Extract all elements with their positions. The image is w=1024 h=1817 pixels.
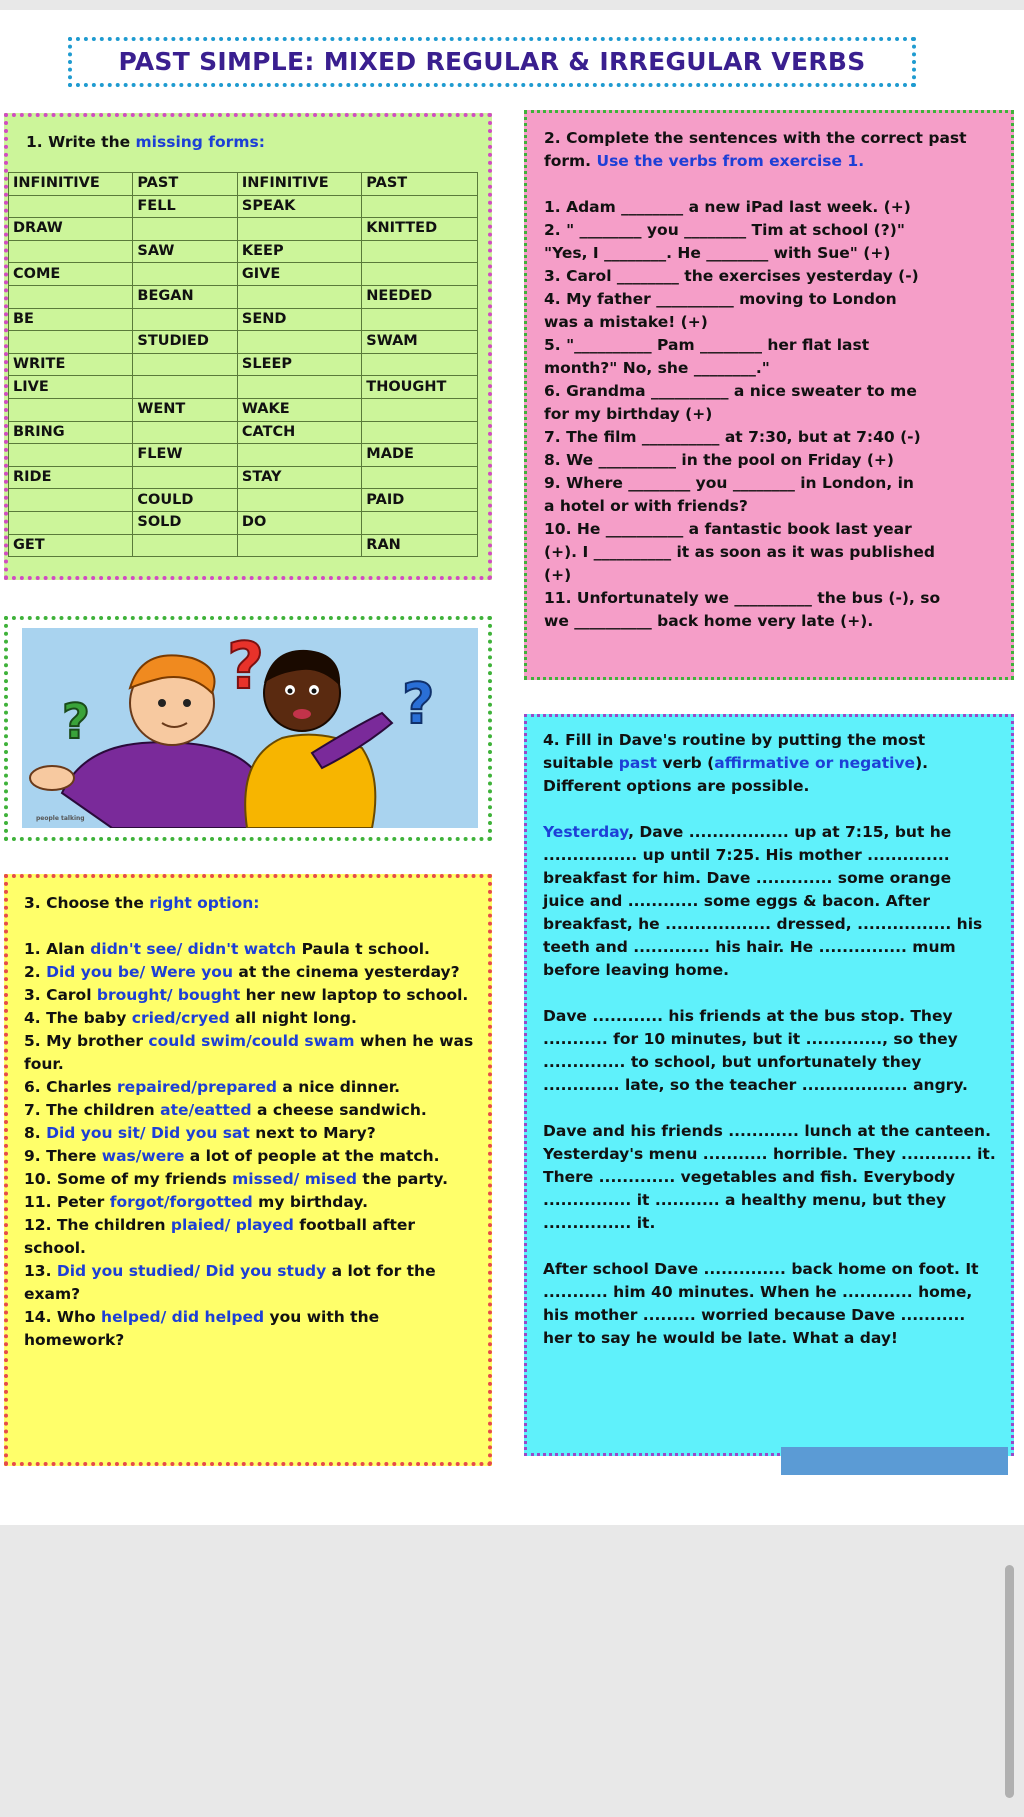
choice-options: brought/ bought xyxy=(96,986,241,1004)
table-row xyxy=(9,444,478,467)
table-row xyxy=(9,263,478,286)
table-cell xyxy=(362,308,478,331)
exercise-3-box xyxy=(4,874,492,1466)
sentence-line: 8. We __________ in the pool on Friday (+) xyxy=(544,451,894,469)
exercise-1-box xyxy=(4,113,492,580)
header-infinitive: INFINITIVE xyxy=(237,173,361,196)
verb-forms-body xyxy=(9,195,478,557)
table-cell xyxy=(362,398,478,421)
choice-text: 11. Peter xyxy=(24,1193,110,1211)
person-right-pupil xyxy=(288,689,293,694)
table-row xyxy=(9,240,478,263)
choice-options: Did you be/ Were you xyxy=(46,963,233,981)
sentence-line: 9. Where ________ you ________ in London, in xyxy=(544,474,914,492)
sentence-line: 5. "__________ Pam ________ her flat last xyxy=(544,336,870,354)
choice-text: 5. My brother xyxy=(24,1032,149,1050)
table-row xyxy=(9,534,478,557)
sentence-line: for my birthday (+) xyxy=(544,405,713,423)
exercise-4-heading-highlight: affirmative or negative xyxy=(714,754,916,772)
choice-text: 4. The baby xyxy=(24,1009,132,1027)
choice-options: could swim/could swam xyxy=(148,1032,355,1050)
table-row xyxy=(9,511,478,534)
people-talking-illustration xyxy=(22,628,478,828)
choice-text: you with the homework? xyxy=(24,1308,380,1349)
choice-text: 6. Charles xyxy=(24,1078,118,1096)
table-cell xyxy=(133,421,238,444)
table-cell: FELL xyxy=(133,195,238,218)
exercise-3-heading xyxy=(24,892,474,915)
routine-paragraph-3: Dave and his friends ............ lunch at the canteen. Yesterday's menu ........... horrible. They ............ it. There ............. vegetables and fish. Everybody ............... it ........... a healthy menu, but they ............... it. xyxy=(543,1122,996,1232)
worksheet-title: PAST SIMPLE: MIXED REGULAR & IRREGULAR VERBS xyxy=(68,37,916,87)
exercise-4-heading-text: verb ( xyxy=(656,754,715,772)
table-cell: SEND xyxy=(237,308,361,331)
exercise-1-heading-highlight: missing forms: xyxy=(135,133,265,151)
table-cell xyxy=(133,263,238,286)
table-cell xyxy=(362,195,478,218)
table-cell xyxy=(237,376,361,399)
header-infinitive: INFINITIVE xyxy=(9,173,133,196)
routine-paragraph-4: After school Dave .............. back home on foot. It ........... him 40 minutes. When he ............ home, his mother ......... worried because Dave ........... her to say he would be late. What a day! xyxy=(543,1260,979,1347)
choice-options: ate/eatted xyxy=(160,1101,252,1119)
table-cell: STUDIED xyxy=(133,331,238,354)
exercise-1-heading-text: 1. Write the xyxy=(26,133,136,151)
table-cell xyxy=(362,511,478,534)
choice-item xyxy=(24,1214,474,1260)
table-cell: KEEP xyxy=(237,240,361,263)
table-row xyxy=(9,285,478,308)
exercise-4-heading-highlight: past xyxy=(618,754,657,772)
choice-text: when he was four. xyxy=(24,1032,474,1073)
table-cell: LIVE xyxy=(9,376,133,399)
table-cell: WENT xyxy=(133,398,238,421)
table-cell xyxy=(237,534,361,557)
table-row xyxy=(9,218,478,241)
table-cell xyxy=(9,331,133,354)
table-cell xyxy=(133,466,238,489)
choice-text: a lot of people at the match. xyxy=(184,1147,440,1165)
choice-item xyxy=(24,1260,474,1306)
choice-text: 9. There xyxy=(24,1147,102,1165)
table-cell xyxy=(237,285,361,308)
table-cell: STAY xyxy=(237,466,361,489)
yesterday-highlight: Yesterday xyxy=(543,823,629,841)
exercise-4-heading-text: ). xyxy=(915,754,929,772)
choice-text: Paula t school. xyxy=(296,940,430,958)
exercise-3-heading-highlight: right option: xyxy=(149,894,260,912)
table-cell: SAW xyxy=(133,240,238,263)
verb-forms-table xyxy=(8,172,478,557)
person-left-hand xyxy=(30,766,74,790)
exercise-3-items xyxy=(24,938,474,1352)
table-cell: SPEAK xyxy=(237,195,361,218)
table-cell xyxy=(9,195,133,218)
sentence-line: 3. Carol ________ the exercises yesterday (-) xyxy=(544,267,919,285)
exercise-3-heading-text: 3. Choose the xyxy=(24,894,150,912)
table-cell xyxy=(362,240,478,263)
table-cell: RIDE xyxy=(9,466,133,489)
table-cell xyxy=(9,398,133,421)
table-row xyxy=(9,331,478,354)
sentence-line: (+). I __________ it as soon as it was published xyxy=(544,543,935,561)
sentence-line: 11. Unfortunately we __________ the bus (-), so xyxy=(544,589,941,607)
table-cell: COME xyxy=(9,263,133,286)
sentence-line: 7. The film __________ at 7:30, but at 7:40 (-) xyxy=(544,428,921,446)
table-cell xyxy=(133,376,238,399)
choice-options: didn't see/ didn't watch xyxy=(90,940,297,958)
sentence-line: (+) xyxy=(544,566,572,584)
exercise-4-box xyxy=(524,714,1014,1456)
table-cell: BE xyxy=(9,308,133,331)
choice-options: Did you studied/ Did you study xyxy=(56,1262,327,1280)
table-cell xyxy=(9,489,133,512)
table-cell: WAKE xyxy=(237,398,361,421)
choice-text: football after school. xyxy=(24,1216,416,1257)
exercise-2-box xyxy=(524,110,1014,680)
choice-text: 1. Alan xyxy=(24,940,91,958)
table-cell: GET xyxy=(9,534,133,557)
table-cell xyxy=(362,263,478,286)
person-right-pupil xyxy=(312,689,317,694)
choice-item xyxy=(24,1168,474,1191)
choice-text: the party. xyxy=(357,1170,448,1188)
choice-options: repaired/prepared xyxy=(117,1078,278,1096)
table-cell: BEGAN xyxy=(133,285,238,308)
choice-options: helped/ did helped xyxy=(101,1308,265,1326)
choice-item xyxy=(24,1306,474,1352)
question-mark-icon: ? xyxy=(62,694,90,750)
table-row xyxy=(9,421,478,444)
table-cell xyxy=(133,218,238,241)
table-cell: RAN xyxy=(362,534,478,557)
choice-item xyxy=(24,1122,474,1145)
header-past: PAST xyxy=(133,173,238,196)
routine-paragraph-1-text: , Dave ................. up at 7:15, but he ................ up until 7:25. His mother .............. breakfast for him. Dave ............. some orange juice and ............ some eggs & bacon. After breakfast, he .................. dressed, ................ his teeth and ............. his hair. He ............... mum before leaving home. xyxy=(543,823,983,979)
choice-text: 8. xyxy=(24,1124,47,1142)
table-cell: SLEEP xyxy=(237,353,361,376)
table-cell xyxy=(362,466,478,489)
table-cell: SOLD xyxy=(133,511,238,534)
sentence-line: we __________ back home very late (+). xyxy=(544,612,874,630)
table-row xyxy=(9,398,478,421)
table-cell: DO xyxy=(237,511,361,534)
table-cell: WRITE xyxy=(9,353,133,376)
question-mark-icon: ? xyxy=(402,672,435,737)
exercise-2-heading xyxy=(544,127,991,173)
sentence-line: month?" No, she ________." xyxy=(544,359,770,377)
question-mark-icon: ? xyxy=(227,630,265,704)
table-cell: MADE xyxy=(362,444,478,467)
sentence-line: 4. My father __________ moving to London xyxy=(544,290,897,308)
person-right-mouth xyxy=(293,709,311,719)
choice-text: her new laptop to school. xyxy=(240,986,469,1004)
choice-text: 3. Carol xyxy=(24,986,97,1004)
table-row xyxy=(9,308,478,331)
choice-text: 10. Some of my friends xyxy=(24,1170,233,1188)
table-cell xyxy=(133,534,238,557)
choice-text: at the cinema yesterday? xyxy=(233,963,460,981)
table-cell: THOUGHT xyxy=(362,376,478,399)
header-past: PAST xyxy=(362,173,478,196)
choice-text: 14. Who xyxy=(24,1308,102,1326)
table-cell xyxy=(237,218,361,241)
sentence-line: was a mistake! (+) xyxy=(544,313,708,331)
table-cell xyxy=(362,421,478,444)
choice-text: a cheese sandwich. xyxy=(251,1101,427,1119)
table-row xyxy=(9,489,478,512)
choice-text: my birthday. xyxy=(252,1193,368,1211)
table-cell xyxy=(9,511,133,534)
choice-text: 12. The children xyxy=(24,1216,171,1234)
choice-options: was/were xyxy=(101,1147,185,1165)
choice-options: forgot/forgotted xyxy=(109,1193,253,1211)
choice-item xyxy=(24,1191,474,1214)
choice-options: plaied/ played xyxy=(170,1216,294,1234)
table-cell: CATCH xyxy=(237,421,361,444)
table-cell: KNITTED xyxy=(362,218,478,241)
routine-paragraph-1 xyxy=(543,821,997,982)
exercise-2-heading-text: 2. Complete the sentences with the correct past form. xyxy=(544,129,967,170)
exercise-2-heading-highlight: Use the verbs from exercise 1. xyxy=(596,152,865,170)
sentence-line: "Yes, I ________. He ________ with Sue" (+) xyxy=(544,244,891,262)
table-cell xyxy=(9,240,133,263)
choice-text: 2. xyxy=(24,963,47,981)
blue-bar xyxy=(781,1447,1008,1475)
table-cell xyxy=(237,331,361,354)
table-cell: GIVE xyxy=(237,263,361,286)
table-cell: DRAW xyxy=(9,218,133,241)
picture-frame xyxy=(4,616,492,841)
choice-item xyxy=(24,1099,474,1122)
person-left-eye xyxy=(183,699,191,707)
sentence-line: a hotel or with friends? xyxy=(544,497,748,515)
choice-options: missed/ mised xyxy=(232,1170,358,1188)
choice-text: 13. xyxy=(24,1262,57,1280)
exercise-2-sentences xyxy=(544,196,991,633)
table-cell: NEEDED xyxy=(362,285,478,308)
table-row xyxy=(9,466,478,489)
exercise-1-heading xyxy=(26,131,472,154)
choice-item xyxy=(24,1145,474,1168)
table-cell xyxy=(237,444,361,467)
exercise-4-heading xyxy=(543,729,997,798)
choice-text: a lot for the exam? xyxy=(24,1262,436,1303)
sentence-line: 6. Grandma __________ a nice sweater to me xyxy=(544,382,917,400)
sentence-line: 10. He __________ a fantastic book last year xyxy=(544,520,912,538)
choice-options: Did you sit/ Did you sat xyxy=(46,1124,250,1142)
table-cell: PAID xyxy=(362,489,478,512)
choice-item xyxy=(24,938,474,961)
table-cell: SWAM xyxy=(362,331,478,354)
routine-paragraph-2: Dave ............ his friends at the bus stop. They ........... for 10 minutes, but it ............., so they .............. to school, but unfortunately they ............. late, so the teacher .................. angry. xyxy=(543,1007,968,1094)
table-cell xyxy=(133,353,238,376)
table-row xyxy=(9,195,478,218)
exercise-4-subheading: Different options are possible. xyxy=(543,777,810,795)
choice-options: cried/cryed xyxy=(131,1009,230,1027)
table-row xyxy=(9,376,478,399)
table-header-row xyxy=(9,173,478,196)
choice-text: a nice dinner. xyxy=(277,1078,401,1096)
table-cell: BRING xyxy=(9,421,133,444)
table-cell xyxy=(9,285,133,308)
choice-item xyxy=(24,1030,474,1076)
choice-text: all night long. xyxy=(229,1009,357,1027)
sentence-line: 1. Adam ________ a new iPad last week. (+) xyxy=(544,198,911,216)
sentence-line: 2. " ________ you ________ Tim at school (?)" xyxy=(544,221,905,239)
choice-item xyxy=(24,961,474,984)
table-cell xyxy=(362,353,478,376)
choice-item xyxy=(24,984,474,1007)
choice-text: next to Mary? xyxy=(249,1124,376,1142)
choice-item xyxy=(24,1007,474,1030)
table-cell xyxy=(237,489,361,512)
picture-caption: people talking xyxy=(36,815,85,822)
table-cell xyxy=(133,308,238,331)
choice-item xyxy=(24,1076,474,1099)
exercise-4-heading-text: 4. Fill in Dave's routine by putting the most suitable xyxy=(543,731,926,772)
table-cell: FLEW xyxy=(133,444,238,467)
choice-text: 7. The children xyxy=(24,1101,161,1119)
table-cell: COULD xyxy=(133,489,238,512)
table-cell xyxy=(9,444,133,467)
person-left-eye xyxy=(158,699,166,707)
table-row xyxy=(9,353,478,376)
scrollbar[interactable] xyxy=(1005,1565,1014,1798)
